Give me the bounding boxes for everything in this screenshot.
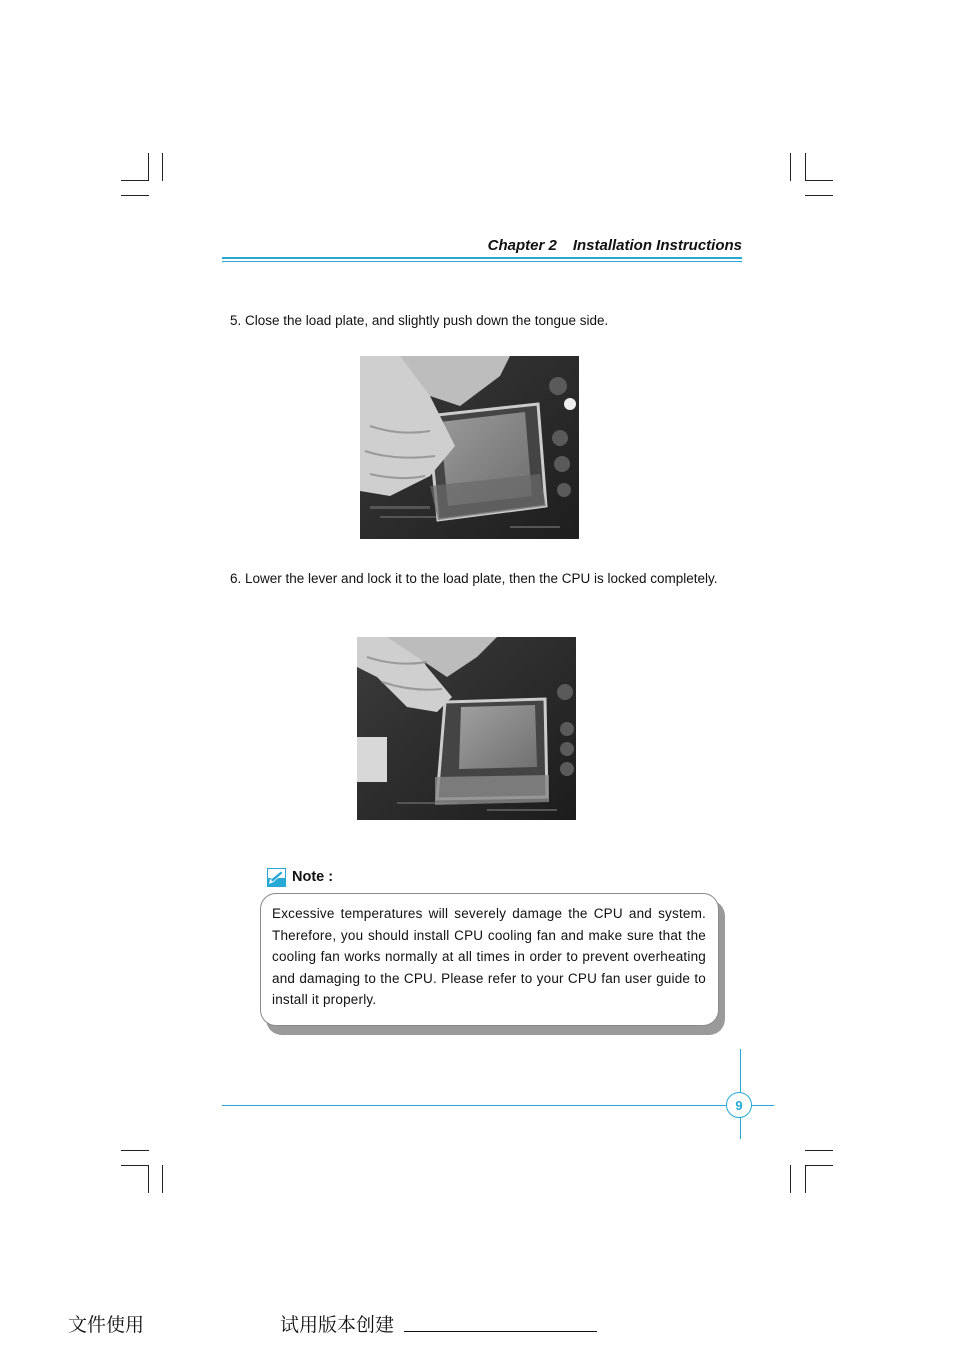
footer-rule bbox=[222, 1105, 774, 1106]
crop-mark bbox=[805, 1165, 833, 1166]
chapter-label: Chapter 2 bbox=[487, 237, 557, 254]
note-pencil-icon bbox=[267, 868, 286, 887]
header-rule bbox=[222, 257, 742, 259]
crop-mark bbox=[162, 153, 163, 181]
note-title: Note : bbox=[292, 869, 334, 885]
crop-mark bbox=[121, 180, 149, 181]
section-title: Installation Instructions bbox=[572, 237, 742, 254]
crop-mark bbox=[162, 1165, 163, 1193]
crop-mark bbox=[148, 1165, 149, 1193]
crop-mark bbox=[148, 153, 149, 181]
crop-mark bbox=[790, 153, 791, 181]
crop-mark bbox=[121, 1165, 149, 1166]
page-number-badge bbox=[726, 1092, 752, 1118]
crop-mark bbox=[805, 153, 806, 181]
step-5-text: 5. Close the load plate, and slightly push down the tongue side. bbox=[230, 313, 609, 328]
note-heading bbox=[267, 867, 333, 887]
page-number: 9 bbox=[735, 1097, 743, 1113]
cpu-socket-photo bbox=[357, 637, 576, 820]
crop-mark bbox=[121, 195, 149, 196]
crop-mark bbox=[805, 195, 833, 196]
crop-mark bbox=[790, 1165, 791, 1193]
crop-mark bbox=[805, 1165, 806, 1193]
footer-left-text: 文件使用 bbox=[68, 1314, 145, 1336]
note-body: Excessive temperatures will severely damage the CPU and system. Therefore, you should install CPU cooling fan and make sure that the cooling fan works normally at all times in order to prevent overheating and damaging to the CPU. Please refer to your CPU fan user guide to install it properly. bbox=[272, 906, 706, 1007]
photo-illustration bbox=[357, 637, 576, 820]
crop-mark bbox=[805, 1150, 833, 1151]
crop-mark bbox=[121, 1150, 149, 1151]
step-6-text: 6. Lower the lever and lock it to the load plate, then the CPU is locked completely. bbox=[230, 571, 718, 586]
footer-right-text: 试用版本创建 bbox=[280, 1314, 395, 1336]
header-rule-thin bbox=[222, 261, 742, 262]
running-header bbox=[222, 237, 742, 254]
footer-underline bbox=[404, 1331, 597, 1332]
cpu-socket-photo bbox=[360, 356, 579, 539]
crop-mark bbox=[805, 180, 833, 181]
photo-illustration bbox=[360, 356, 579, 539]
